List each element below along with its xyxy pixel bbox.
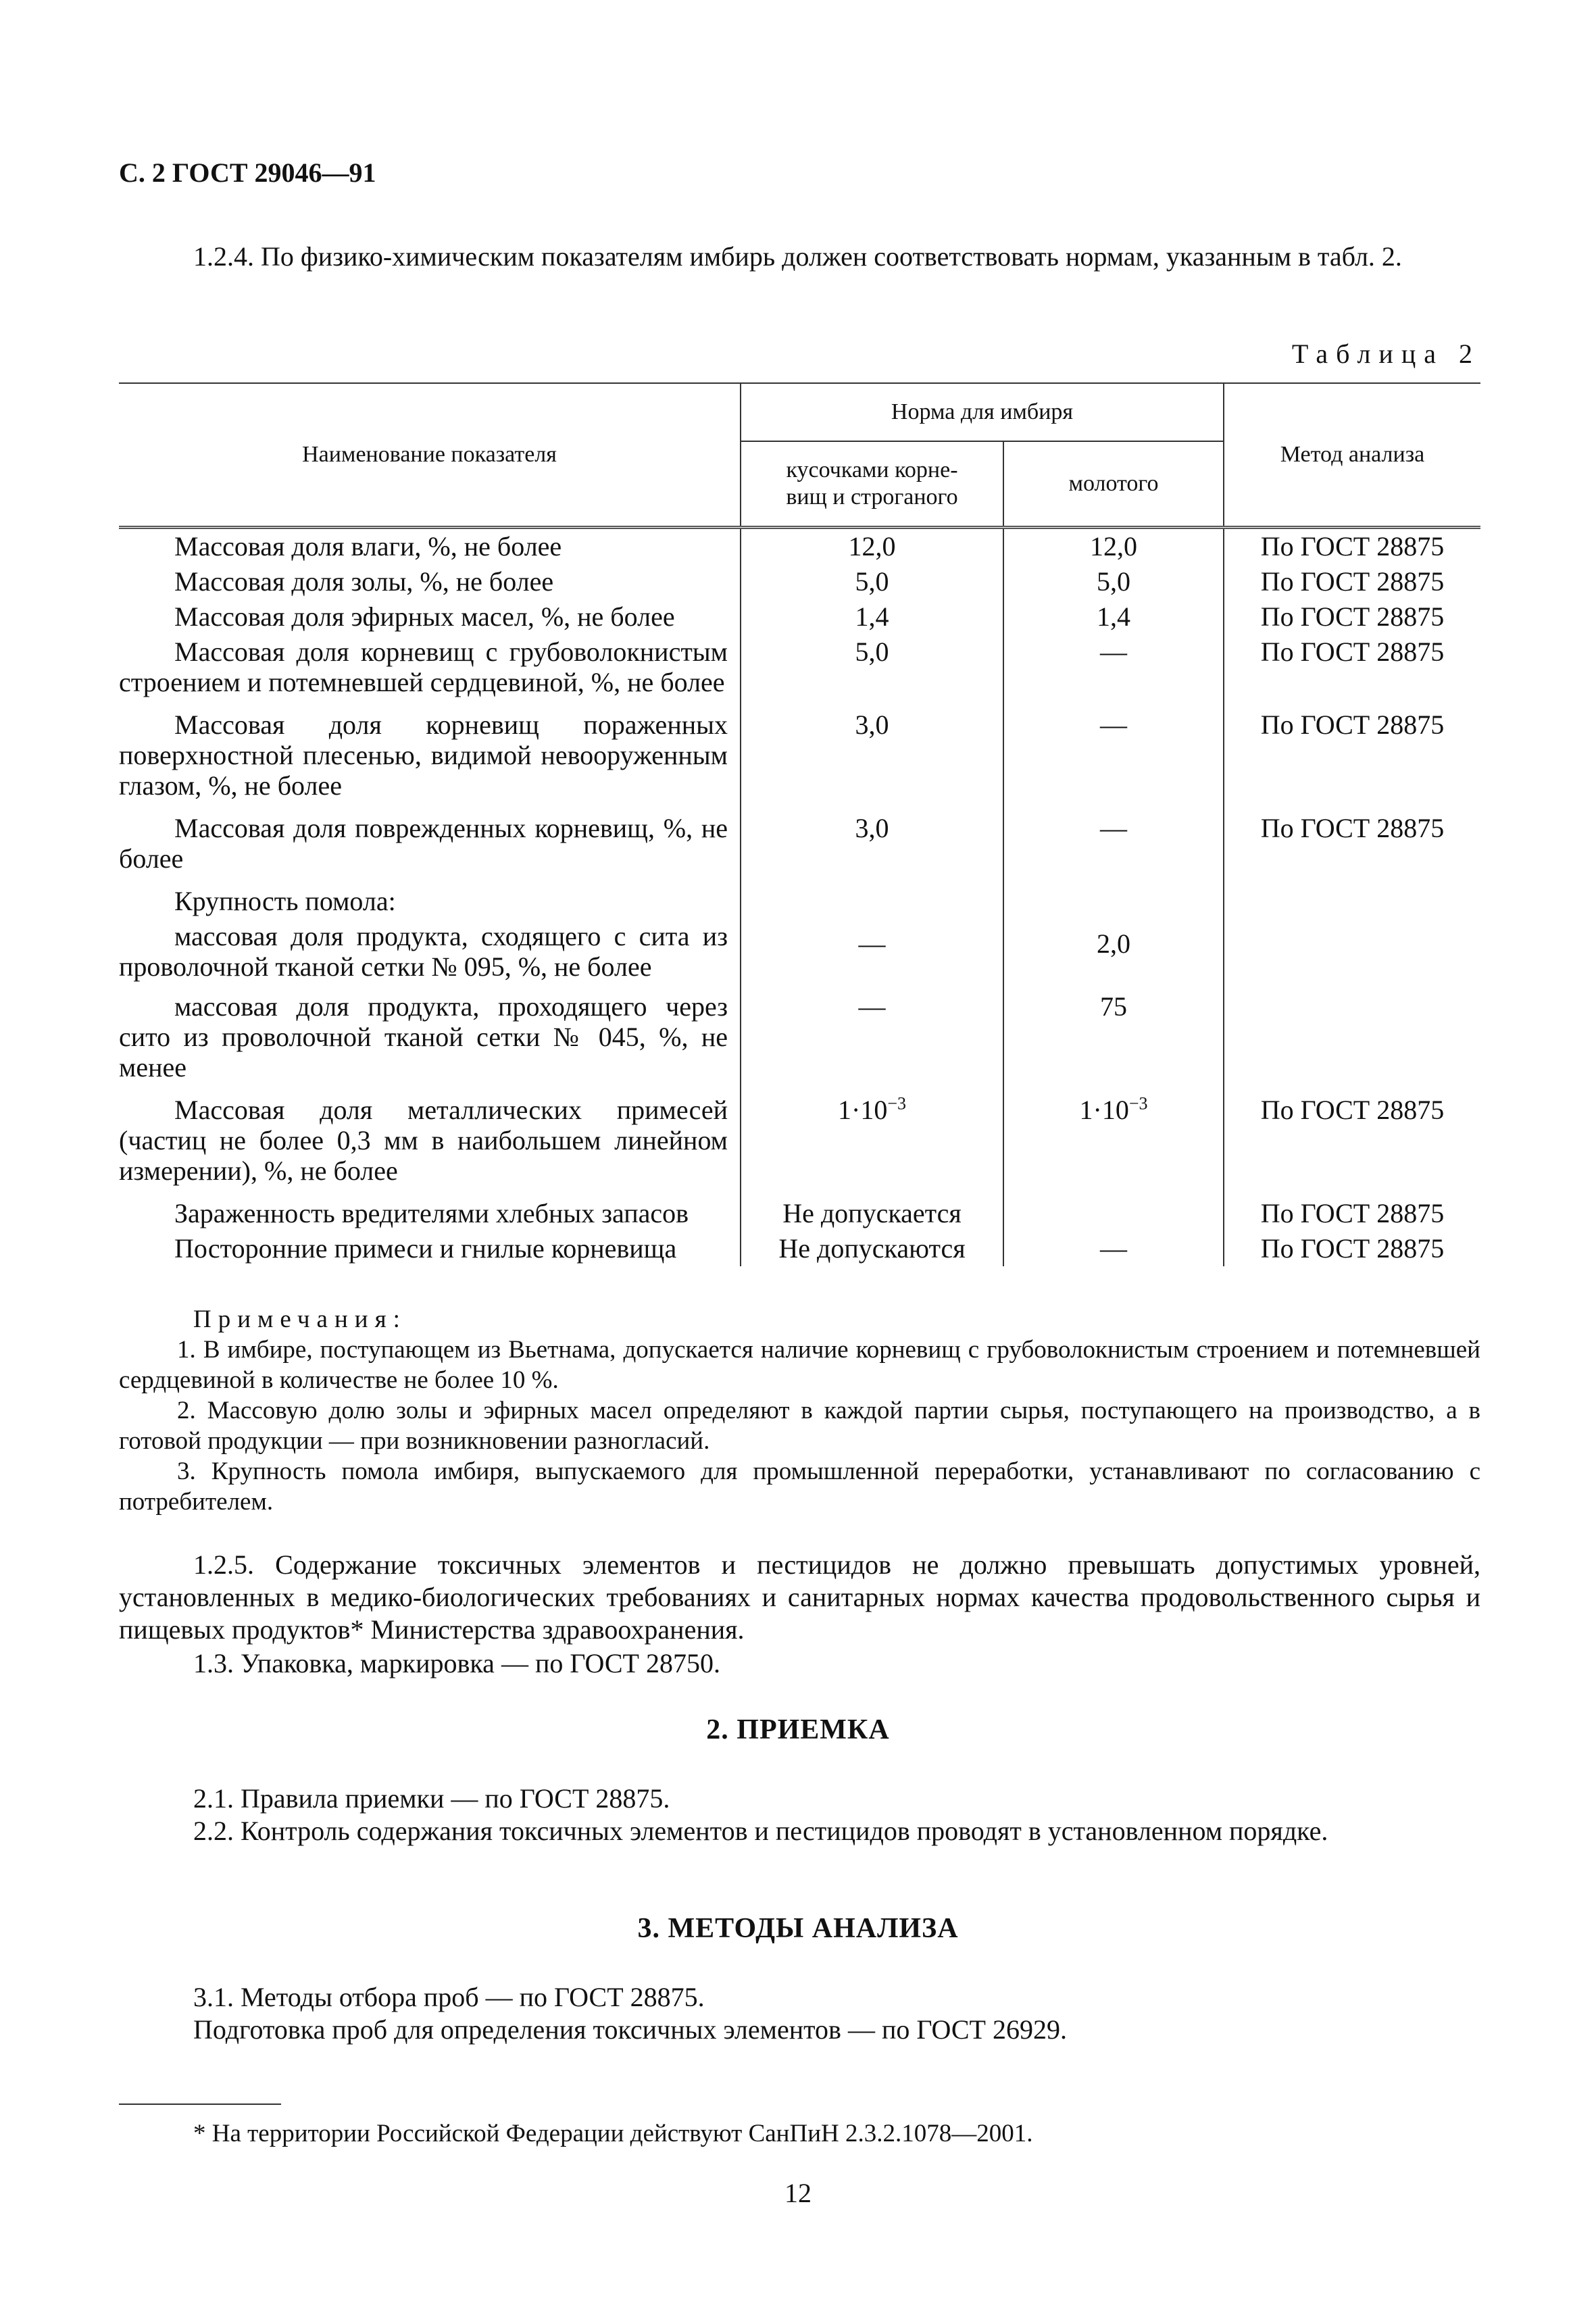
row-method: По ГОСТ 28875 (1224, 700, 1480, 803)
table-row (119, 803, 1480, 876)
row-pieces: — (741, 919, 1003, 985)
row-ground: 5,0 (1003, 564, 1224, 599)
paragraph-3-1: 3.1. Методы отбора проб — по ГОСТ 28875. (193, 1982, 705, 2012)
table-row (119, 985, 1480, 1085)
table-notes (119, 1304, 1480, 1517)
table-row (119, 700, 1480, 803)
row-name: Массовая доля поврежденных корневищ, %, не более (119, 813, 728, 874)
row-ground: — (1003, 803, 1224, 876)
row-method: По ГОСТ 28875 (1224, 1189, 1480, 1231)
row-name: Массовая доля металлических примесей (частиц не более 0,3 мм в наибольшем линейном измерении), %, не более (119, 1095, 728, 1186)
row-method: По ГОСТ 28875 (1224, 1085, 1480, 1189)
col-header-method: Метод анализа (1224, 383, 1480, 528)
row-name: Крупность помола: (174, 886, 396, 916)
row-name: Массовая доля влаги, %, не более (174, 531, 562, 562)
paragraph-2-1: 2.1. Правила приемки — по ГОСТ 28875. (193, 1783, 670, 1814)
row-pieces: 1,4 (741, 599, 1003, 634)
row-pieces (741, 876, 1003, 919)
row-method: По ГОСТ 28875 (1224, 803, 1480, 876)
row-ground (1003, 876, 1224, 919)
row-method: По ГОСТ 28875 (1224, 1231, 1480, 1266)
table-row (119, 919, 1480, 985)
note-item: 2. Массовую долю золы и эфирных масел определяют в каждой партии сырья, поступающего на производство, а в готовой продукции — при возникновении разногласий. (119, 1397, 1480, 1455)
footnote: * На территории Российской Федерации действуют СанПиН 2.3.2.1078—2001. (193, 2120, 1033, 2147)
row-pieces: — (741, 985, 1003, 1085)
row-method: По ГОСТ 28875 (1224, 564, 1480, 599)
row-ground: 2,0 (1003, 919, 1224, 985)
row-name: Массовая доля золы, %, не более (174, 566, 554, 597)
col-header-norma: Норма для имбиря (741, 383, 1224, 441)
paragraph-1-2-5: 1.2.5. Содержание токсичных элементов и пестицидов не должно превышать допустимых уровней, установленных в медико-биологических требованиях и санитарных нормах качества продовольственного сырья и пищевых продуктов* Министерства здравоохранения. (119, 1549, 1480, 1645)
table-row (119, 1085, 1480, 1189)
row-pieces: Не допускается (741, 1189, 1003, 1231)
row-pieces: 5,0 (741, 564, 1003, 599)
table-row (119, 564, 1480, 599)
section-title-acceptance: 2. ПРИЕМКА (706, 1714, 890, 1745)
note-item: 3. Крупность помола имбиря, выпускаемого для промышленной переработки, устанавливают по согласованию с потребителем. (119, 1458, 1480, 1516)
note-item: 1. В имбире, поступающем из Вьетнама, допускается наличие корневищ с грубоволокнистым строением и потемневшей сердцевиной в количестве не более 10 %. (119, 1336, 1480, 1394)
row-ground: 75 (1003, 985, 1224, 1085)
paragraph-3-1-prep: Подготовка проб для определения токсичных элементов — по ГОСТ 26929. (193, 2014, 1067, 2045)
row-pieces: 12,0 (741, 528, 1003, 565)
col-header-pieces: кусочками корне- вищ и строганого (741, 441, 1003, 528)
row-ground (1003, 1085, 1224, 1189)
row-ground: — (1003, 700, 1224, 803)
row-name: Массовая доля корневищ с грубоволокнистым строением и потемневшей сердцевиной, %, не более (119, 637, 728, 697)
section-title-methods: 3. МЕТОДЫ АНАЛИЗА (637, 1913, 959, 1944)
col-header-name: Наименование показателя (119, 383, 741, 528)
row-ground (1003, 1189, 1224, 1231)
paragraph-1-3: 1.3. Упаковка, маркировка — по ГОСТ 28750. (193, 1648, 720, 1678)
row-ground: — (1003, 1231, 1224, 1266)
row-pieces: 5,0 (741, 634, 1003, 700)
row-pieces: 3,0 (741, 803, 1003, 876)
row-ground-base: 1·10 (1079, 1095, 1129, 1125)
intro-paragraph: 1.2.4. По физико-химическим показателям имбирь должен соответствовать нормам, указанным в табл. 2. (193, 241, 1402, 272)
row-method (1224, 919, 1480, 985)
row-name: Посторонние примеси и гнилые корневища (174, 1233, 677, 1264)
row-name: массовая доля продукта, сходящего с сита из проволочной тканой сетки № 095, %, не более (119, 921, 728, 982)
row-method: По ГОСТ 28875 (1224, 599, 1480, 634)
row-ground: — (1003, 634, 1224, 700)
row-pieces-base: 1·10 (838, 1095, 888, 1125)
row-pieces: Не допускаются (741, 1231, 1003, 1266)
table-row (119, 528, 1480, 565)
notes-title: Примечания: (193, 1305, 407, 1333)
paragraph-2-2: 2.2. Контроль содержания токсичных элементов и пестицидов проводят в установленном порядке. (193, 1816, 1328, 1846)
row-ground: 1,4 (1003, 599, 1224, 634)
table-row (119, 1189, 1480, 1231)
col-header-ground: молотого (1003, 441, 1224, 528)
specs-table (119, 382, 1480, 1266)
row-ground: 12,0 (1003, 528, 1224, 565)
row-pieces-exp: −3 (887, 1093, 906, 1114)
row-name: массовая доля продукта, проходящего через сито из проволочной тканой сетки № 045, %, не менее (119, 991, 728, 1082)
table-row (119, 876, 1480, 919)
table-caption: Таблица 2 (1291, 339, 1480, 369)
page-number: 12 (784, 2178, 812, 2208)
row-method: По ГОСТ 28875 (1224, 528, 1480, 565)
table-row (119, 634, 1480, 700)
table-row (119, 1231, 1480, 1266)
row-pieces: 3,0 (741, 700, 1003, 803)
row-method (1224, 985, 1480, 1085)
row-method (1224, 876, 1480, 919)
running-head: С. 2 ГОСТ 29046—91 (119, 157, 376, 188)
row-name: Массовая доля эфирных масел, %, не более (174, 601, 675, 632)
row-name: Массовая доля корневищ пораженных поверхностной плесенью, видимой невооруженным глазом, %, не более (119, 710, 728, 801)
row-ground-exp: −3 (1128, 1093, 1148, 1114)
table-row (119, 599, 1480, 634)
row-name: Зараженность вредителями хлебных запасов (174, 1198, 689, 1228)
row-method: По ГОСТ 28875 (1224, 634, 1480, 700)
footnote-divider (119, 2104, 281, 2105)
row-pieces (741, 1085, 1003, 1189)
